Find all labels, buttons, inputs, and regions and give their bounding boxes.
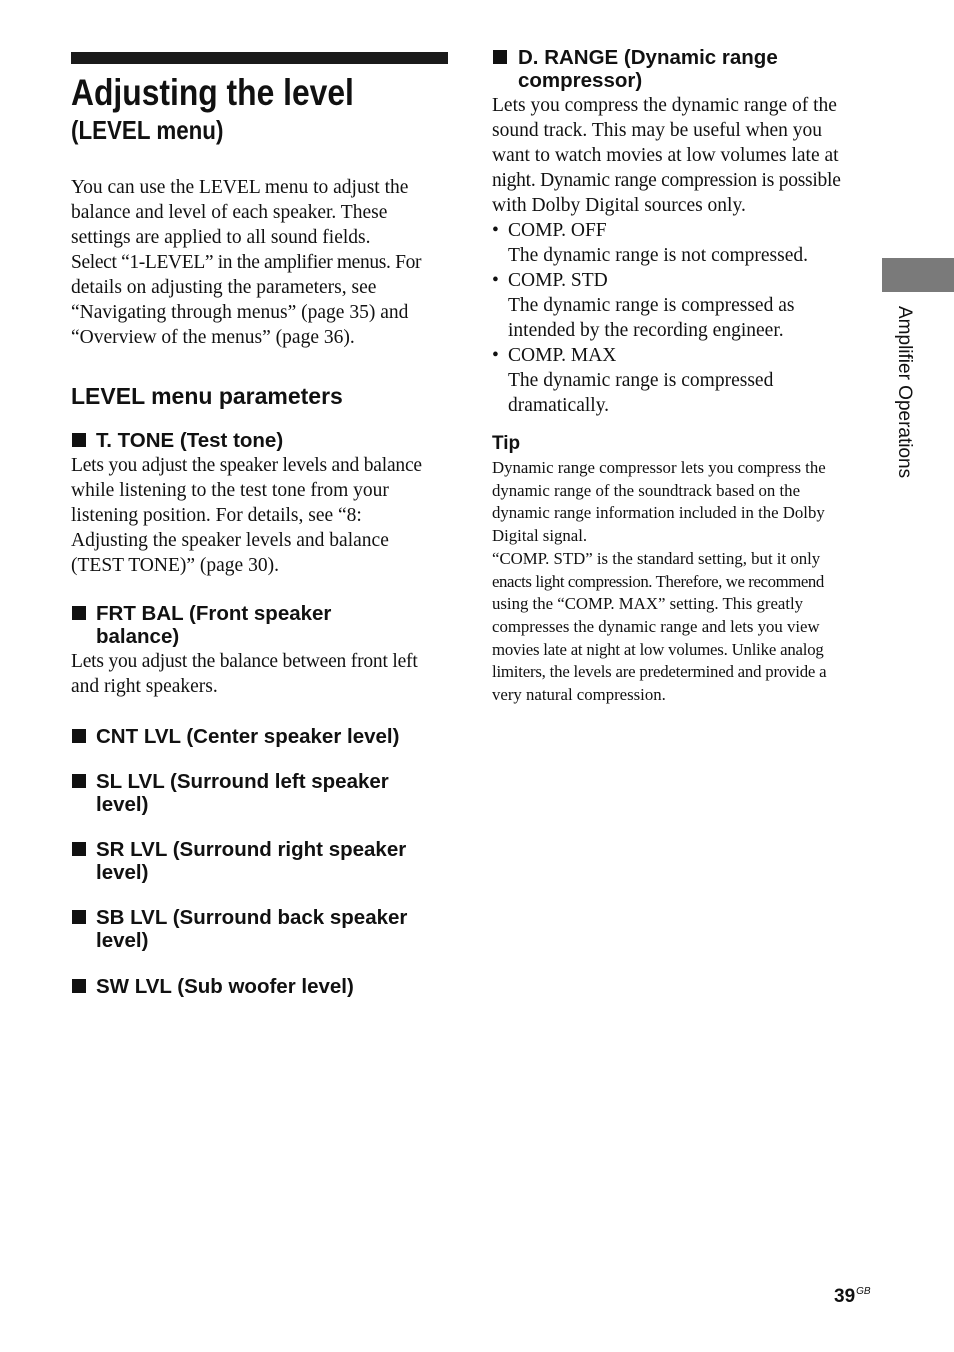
square-bullet-icon <box>72 433 86 447</box>
param-body-line: listening position. For details, see “8: <box>71 505 362 526</box>
square-bullet-icon <box>493 50 507 64</box>
param-t-tone <box>71 429 449 578</box>
intro-line: details on adjusting the parameters, see <box>71 277 377 298</box>
tip-line: Dynamic range compressor lets you compress the <box>492 458 826 477</box>
tip-line: movies late at night at low volumes. Unlike analog <box>492 639 824 659</box>
bullet-dot-icon: • <box>492 220 499 241</box>
right-column <box>492 46 874 707</box>
option-desc: The dynamic range is not compressed. <box>508 245 808 266</box>
drange-body <box>492 93 874 218</box>
param-sl-lvl: SL LVL (Surround left speaker level) <box>71 770 449 816</box>
intro-line: Select “1-LEVEL” in the amplifier menus. For <box>71 252 422 273</box>
drange-options <box>492 218 874 418</box>
param-body-line: Adjusting the speaker levels and balance <box>71 530 389 551</box>
tip-box <box>492 432 874 707</box>
drange-body-line: want to watch movies at low volumes late at <box>492 145 839 166</box>
param-heading: T. TONE (Test tone) <box>71 429 449 452</box>
square-bullet-icon <box>72 729 86 743</box>
tip-line: very natural compression. <box>492 685 666 705</box>
param-body-line: and right speakers. <box>71 676 218 697</box>
tip-label: Tip <box>492 433 521 454</box>
drange-body-line: night. Dynamic range compression is possible <box>492 170 841 191</box>
param-body-line: Lets you adjust the speaker levels and balance <box>71 455 422 476</box>
intro-line: settings are applied to all sound fields. <box>71 227 371 248</box>
option-name: COMP. STD <box>508 270 608 291</box>
title-rule <box>71 52 448 64</box>
option-name: COMP. MAX <box>508 345 617 366</box>
drange-body-line: sound track. This may be useful when you <box>492 120 822 141</box>
page-number <box>834 1280 871 1309</box>
square-bullet-icon <box>72 774 86 788</box>
option-name: COMP. OFF <box>508 220 607 241</box>
param-body-line: Lets you adjust the balance between front left <box>71 651 418 672</box>
intro-line: “Navigating through menus” (page 35) and <box>71 302 409 323</box>
tip-line: dynamic range of the soundtrack based on the <box>492 480 801 500</box>
param-body-line: while listening to the test tone from your <box>71 480 389 501</box>
drange-body-line: Lets you compress the dynamic range of the <box>492 95 837 116</box>
chapter-tab <box>882 258 954 292</box>
intro-line: “Overview of the menus” (page 36). <box>71 327 355 348</box>
page-title: Adjusting the level <box>71 72 354 113</box>
page-subtitle: (LEVEL menu) <box>71 115 224 145</box>
param-sb-lvl: SB LVL (Surround back speaker level) <box>71 906 449 952</box>
tip-line: limiters, the levels are predetermined and provide a <box>492 662 827 682</box>
intro-line: You can use the LEVEL menu to adjust the <box>71 177 409 198</box>
param-d-range: D. RANGE (Dynamic range compressor) <box>492 46 874 92</box>
bullet-dot-icon: • <box>492 345 499 366</box>
option-comp-std <box>492 268 874 343</box>
option-desc: The dynamic range is compressed <box>508 370 774 391</box>
tip-line: compresses the dynamic range and lets you view <box>492 616 820 636</box>
square-bullet-icon <box>72 842 86 856</box>
tip-line: using the “COMP. MAX” setting. This greatly <box>492 594 804 614</box>
bullet-dot-icon: • <box>492 270 499 291</box>
square-bullet-icon <box>72 606 86 620</box>
param-sw-lvl: SW LVL (Sub woofer level) <box>71 975 449 998</box>
tip-line: dynamic range information included in the Dolby <box>492 503 825 523</box>
param-sr-lvl: SR LVL (Surround right speaker level) <box>71 838 449 884</box>
square-bullet-icon <box>72 910 86 924</box>
param-body-line: (TEST TONE)” (page 30). <box>71 555 279 576</box>
drange-body-line: with Dolby Digital sources only. <box>492 195 746 216</box>
option-desc: The dynamic range is compressed as <box>508 295 795 316</box>
option-comp-max <box>492 343 874 418</box>
page-number-suffix: GB <box>856 1286 871 1297</box>
left-column <box>71 52 449 998</box>
intro-line: balance and level of each speaker. These <box>71 202 388 223</box>
tip-line: enacts light compression. Therefore, we recommend <box>492 571 824 591</box>
tip-line: Digital signal. <box>492 526 588 546</box>
chapter-label: Amplifier Operations <box>894 306 915 479</box>
section-heading: LEVEL menu parameters <box>71 383 343 409</box>
param-frt-bal <box>71 602 449 699</box>
param-heading: FRT BAL (Front speaker balance) <box>71 602 449 648</box>
option-desc: dramatically. <box>508 395 610 416</box>
intro-paragraph <box>71 175 449 350</box>
square-bullet-icon <box>72 979 86 993</box>
tip-line: “COMP. STD” is the standard setting, but it only <box>492 548 821 568</box>
option-desc: intended by the recording engineer. <box>508 320 784 341</box>
param-cnt-lvl: CNT LVL (Center speaker level) <box>71 725 449 748</box>
page-number-value: 39 <box>834 1286 856 1307</box>
option-comp-off <box>492 218 874 268</box>
